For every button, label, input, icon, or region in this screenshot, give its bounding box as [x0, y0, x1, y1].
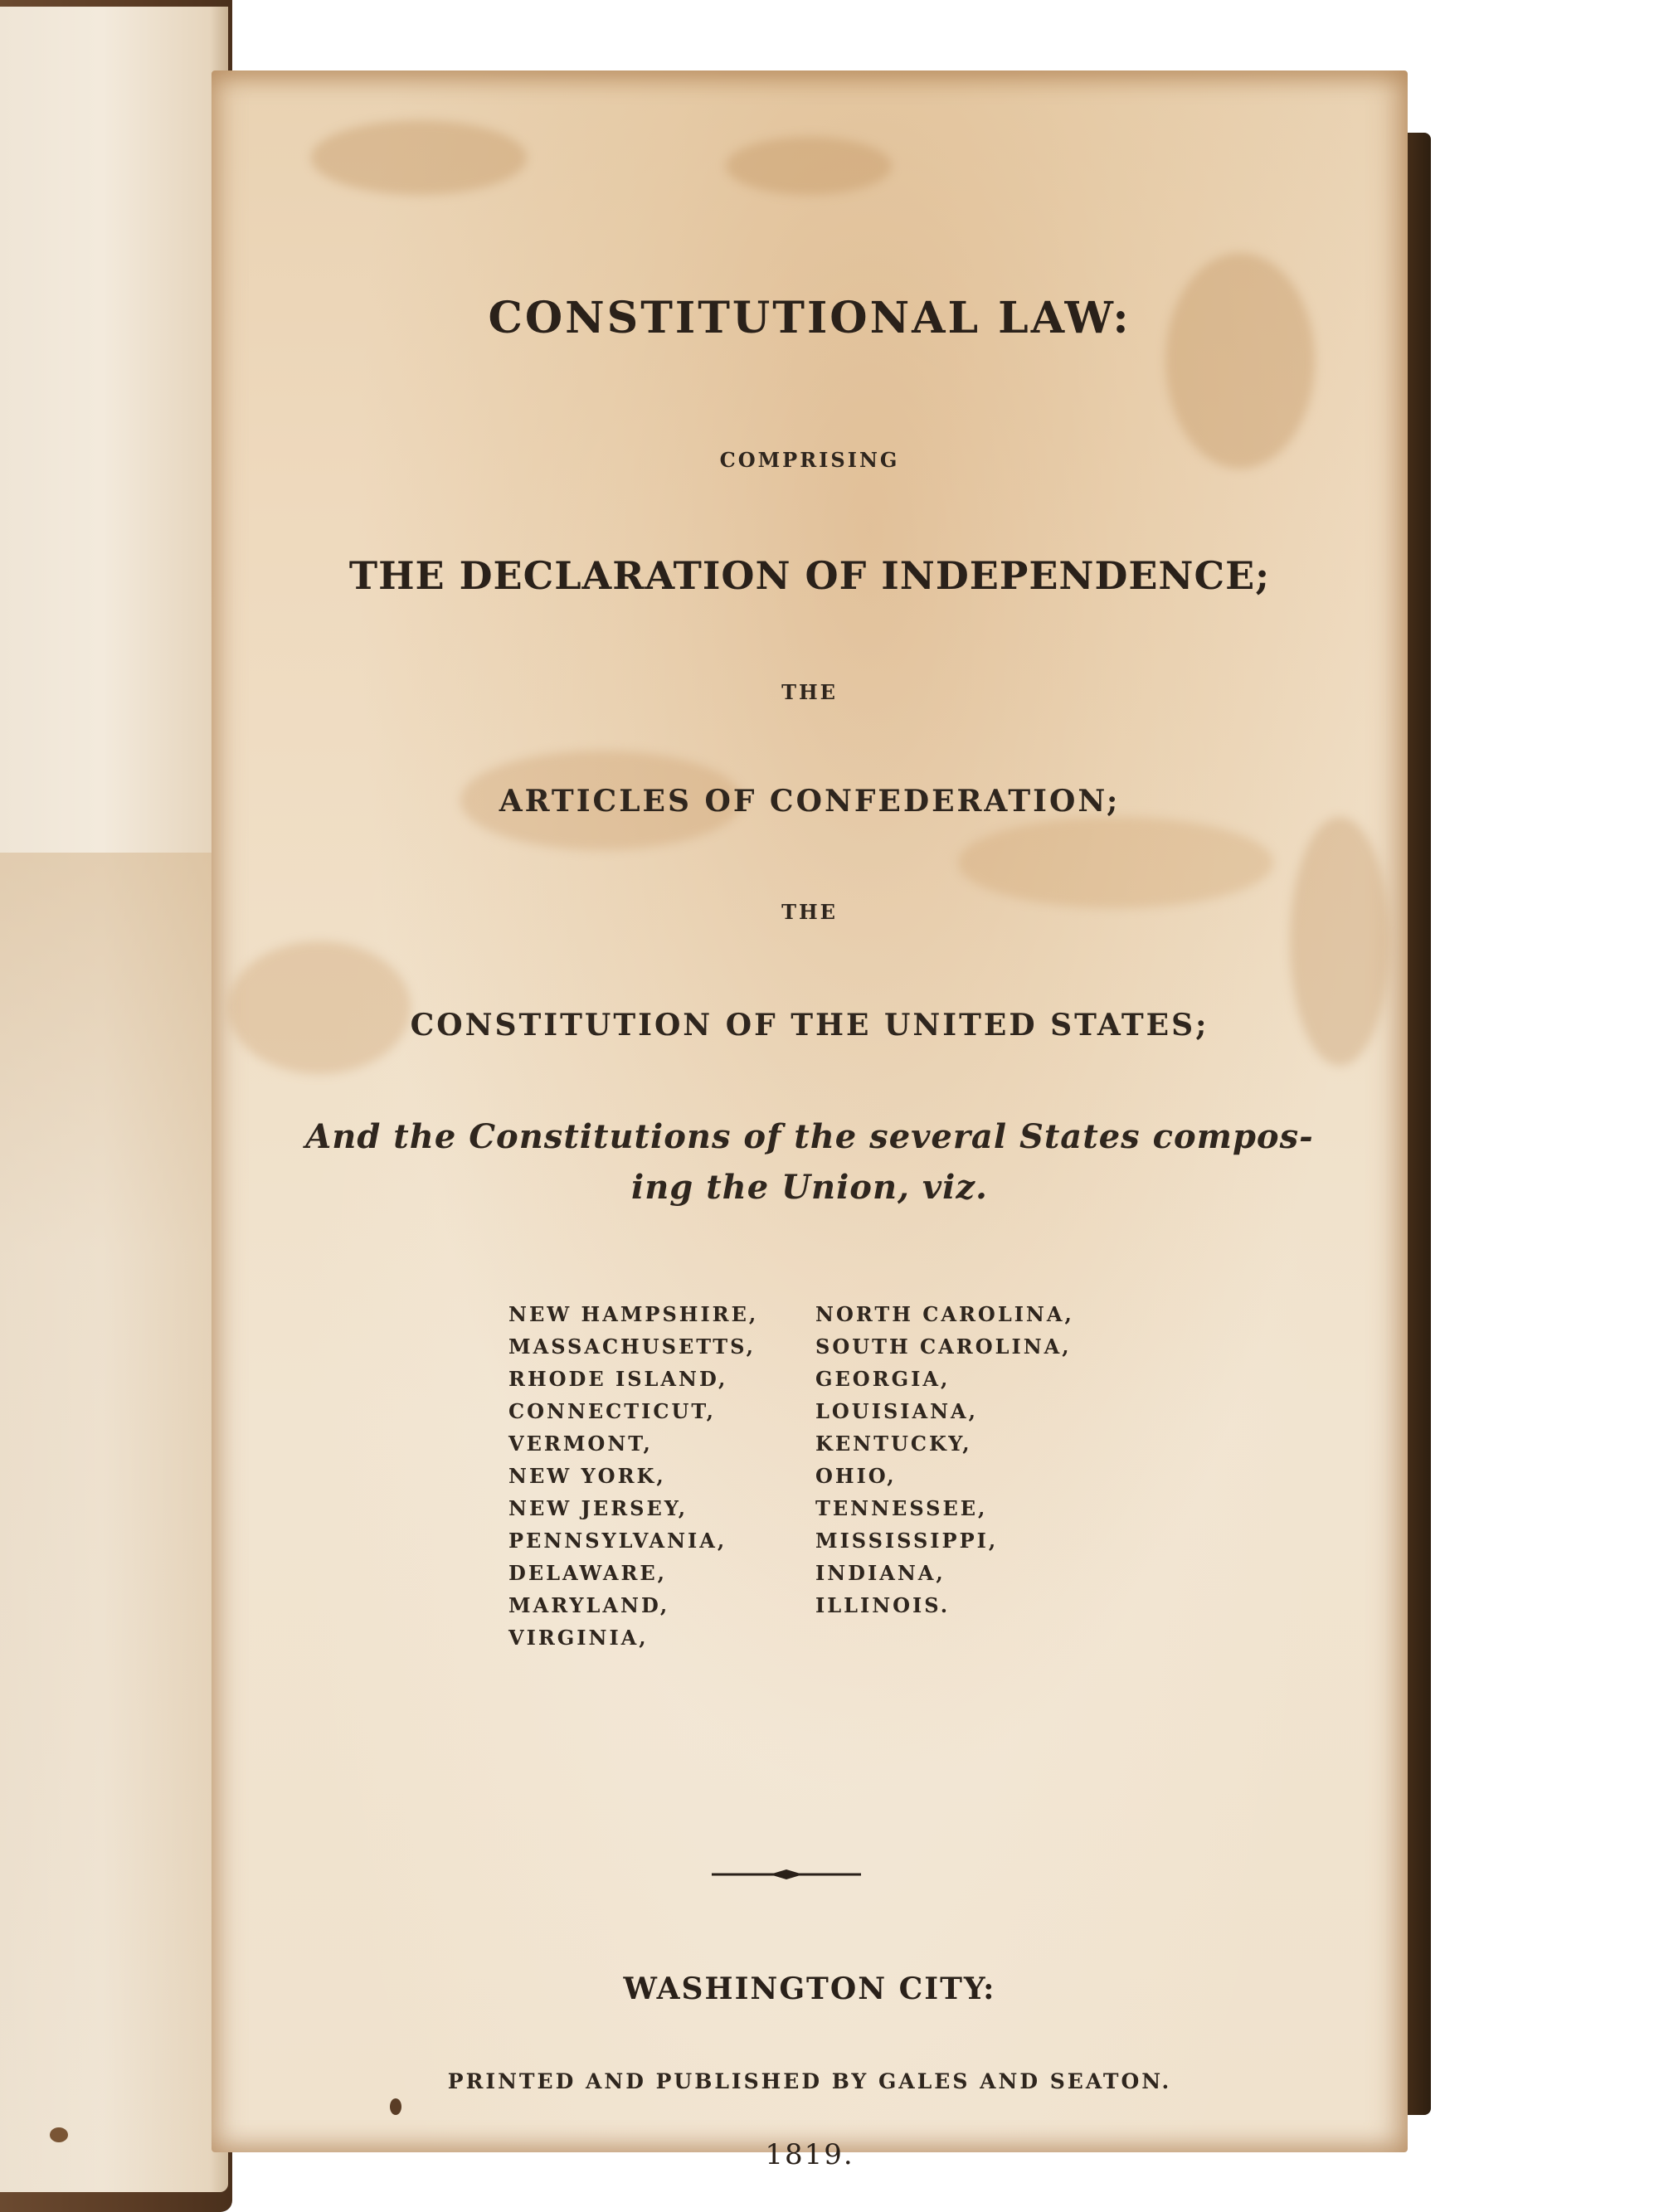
- worm-hole: [50, 2127, 68, 2142]
- states-intro-line-1: And the Constitutions of the several States compos-: [305, 1117, 1314, 1156]
- state-name: KENTUCKY,: [815, 1432, 972, 1456]
- state-name: CONNECTICUT,: [508, 1399, 716, 1423]
- the-line-1: THE: [781, 680, 838, 704]
- book-title: CONSTITUTIONAL LAW:: [488, 293, 1131, 343]
- state-name: NEW JERSEY,: [508, 1496, 688, 1520]
- state-name: VERMONT,: [508, 1432, 653, 1456]
- state-name: MARYLAND,: [508, 1593, 670, 1617]
- title-page: [212, 70, 1408, 2171]
- facing-blank-leaf: [0, 7, 228, 2192]
- state-name: ILLINOIS.: [815, 1593, 951, 1617]
- state-name: LOUISIANA,: [815, 1399, 979, 1423]
- state-name: MASSACHUSETTS,: [508, 1334, 756, 1359]
- imprint-year: 1819.: [765, 2138, 854, 2171]
- foxing-stain: [1165, 253, 1315, 469]
- states-intro-line-2: ing the Union, viz.: [631, 1168, 988, 1207]
- foxing-stain: [726, 137, 892, 195]
- the-line-2: THE: [781, 900, 838, 924]
- worm-hole: [390, 2098, 401, 2115]
- state-name: OHIO,: [815, 1464, 897, 1488]
- comprising-line: COMPRISING: [719, 448, 900, 472]
- foxing-stain: [311, 120, 527, 195]
- state-name: NEW HAMPSHIRE,: [508, 1302, 759, 1326]
- imprint-publisher: PRINTED AND PUBLISHED BY GALES AND SEATON.: [447, 2069, 1172, 2093]
- state-name: PENNSYLVANIA,: [508, 1529, 727, 1553]
- articles-line: ARTICLES OF CONFEDERATION;: [499, 784, 1121, 819]
- constitution-line: CONSTITUTION OF THE UNITED STATES;: [410, 1008, 1209, 1043]
- states-list-right: [815, 1298, 1074, 1621]
- states-list-left: [508, 1298, 758, 1654]
- state-name: TENNESSEE,: [815, 1496, 988, 1520]
- state-name: SOUTH CAROLINA,: [815, 1334, 1072, 1359]
- state-name: VIRGINIA,: [508, 1626, 649, 1650]
- rule-ornament: [712, 1866, 861, 1883]
- state-name: INDIANA,: [815, 1561, 946, 1585]
- state-name: NEW YORK,: [508, 1464, 666, 1488]
- state-name: MISSISSIPPI,: [815, 1529, 999, 1553]
- imprint-place: WASHINGTON CITY:: [623, 1971, 996, 2006]
- foxing-stain: [958, 817, 1273, 908]
- state-name: GEORGIA,: [815, 1367, 951, 1391]
- declaration-line: THE DECLARATION OF INDEPENDENCE;: [348, 553, 1271, 598]
- state-name: NORTH CAROLINA,: [815, 1302, 1074, 1326]
- state-name: DELAWARE,: [508, 1561, 668, 1585]
- state-name: RHODE ISLAND,: [508, 1367, 728, 1391]
